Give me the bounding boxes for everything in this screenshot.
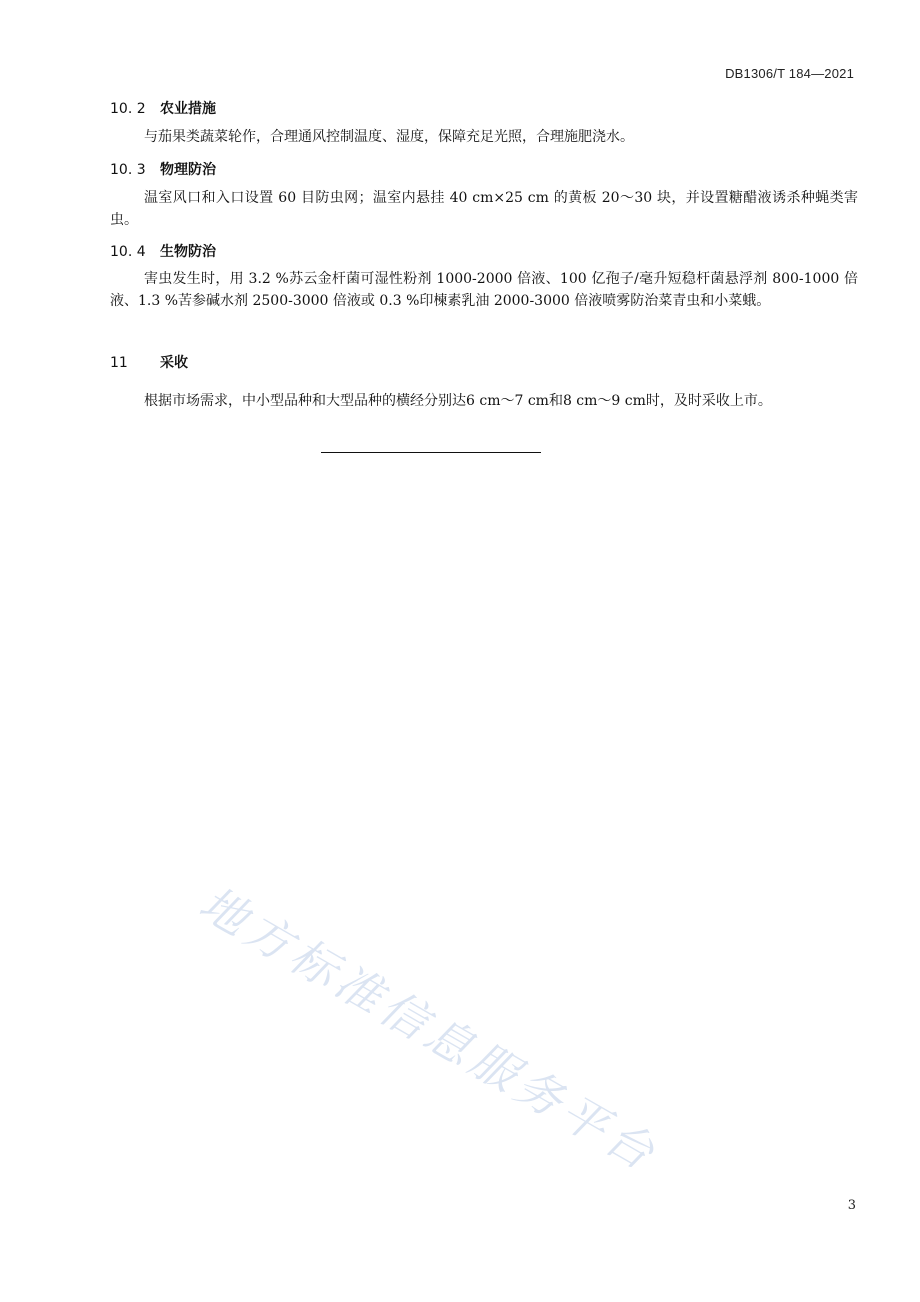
section-number: 10. 3 xyxy=(110,162,146,178)
section-title: 农业措施 xyxy=(160,101,216,117)
section-heading-10-3 xyxy=(110,159,216,179)
section-number: 10. 2 xyxy=(110,101,146,117)
section-body-10-4: 害虫发生时，用 3.2 %苏云金杆菌可湿性粉剂 1000-2000 倍液、100 亿孢子/毫升短稳杆菌悬浮剂 800-1000 倍液、1.3 %苦参碱水剂 2500-3000 倍液或 0.3 %印楝素乳油 2000-3000 倍液喷雾防治菜青虫和小菜蛾。 xyxy=(110,271,858,309)
section-body-11: 根据市场需求，中小型品种和大型品种的横经分别达6 cm～7 cm和8 cm～9 cm时，及时采收上市。 xyxy=(144,393,772,409)
section-title: 生物防治 xyxy=(160,244,216,260)
section-heading-10-2 xyxy=(110,98,216,118)
section-body-10-3: 温室风口和入口设置 60 目防虫网；温室内悬挂 40 cm×25 cm 的黄板 20～30 块，并设置糖醋液诱杀种蝇类害虫。 xyxy=(110,190,858,228)
section-title: 物理防治 xyxy=(160,162,216,178)
document-code: DB1306/T 184—2021 xyxy=(725,66,854,81)
section-heading-11 xyxy=(110,352,188,372)
section-body-10-2: 与茄果类蔬菜轮作，合理通风控制温度、湿度，保障充足光照，合理施肥浇水。 xyxy=(144,129,634,145)
end-divider xyxy=(321,452,541,453)
section-number: 10. 4 xyxy=(110,244,146,260)
section-title: 采收 xyxy=(160,355,188,371)
watermark: 地方标准信息服务平台 xyxy=(190,875,668,1183)
section-number: 11 xyxy=(110,355,128,371)
section-heading-10-4 xyxy=(110,241,216,261)
page-number: 3 xyxy=(847,1198,856,1213)
